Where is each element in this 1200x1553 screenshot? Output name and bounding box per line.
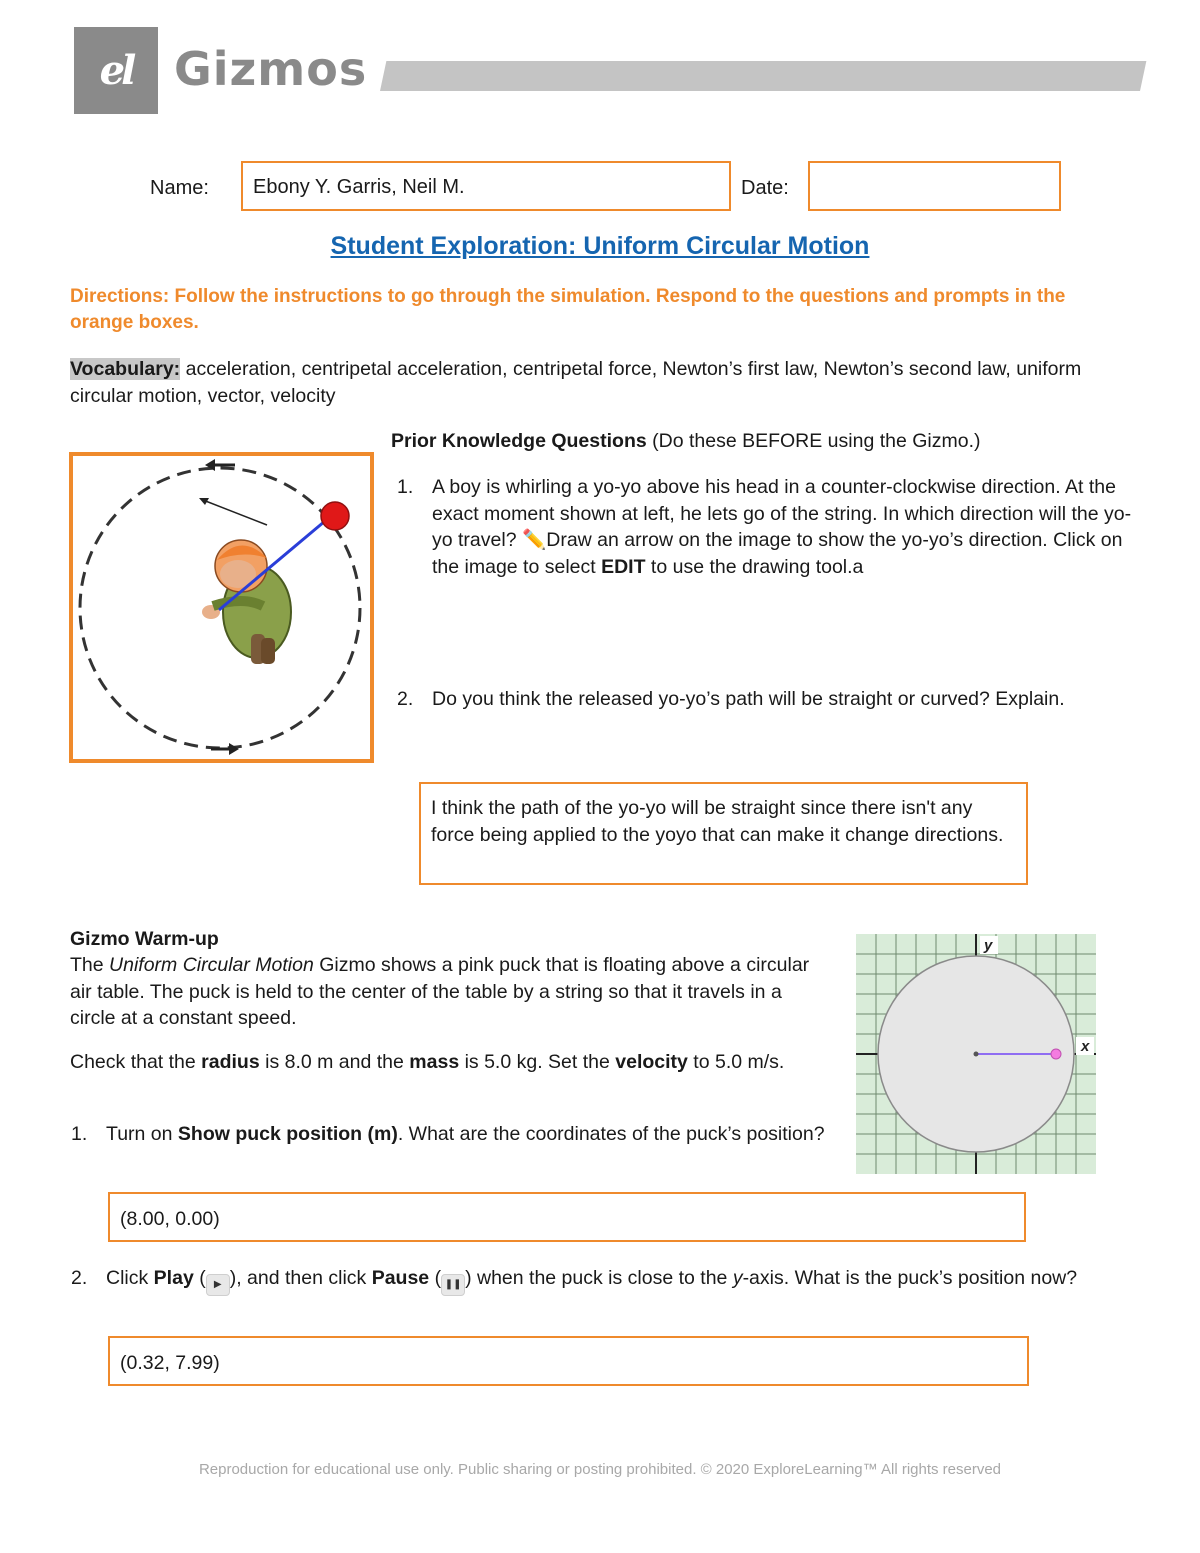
- vocabulary-label: Vocabulary:: [70, 358, 181, 380]
- question-text: Click: [106, 1267, 154, 1289]
- pause-keyword: Pause: [371, 1267, 430, 1289]
- answer-box-warmup-1[interactable]: [108, 1192, 1026, 1242]
- question-text: . What are the coordinates of the puck’s position?: [397, 1123, 825, 1145]
- directions-text: Directions: Follow the instructions to go through the simulation. Respond to the questions and prompts in the orange boxes.: [70, 286, 1066, 333]
- text: is 5.0 kg. Set the: [459, 1051, 616, 1073]
- footer-copyright: Reproduction for educational use only. Public sharing or posting prohibited. © 2020 ExploreLearning™ All rights reserved: [198, 1461, 1002, 1478]
- answer-box-warmup-2[interactable]: [108, 1336, 1029, 1386]
- date-value: [810, 163, 1059, 189]
- text: The: [70, 954, 110, 976]
- gizmo-name: Uniform Circular Motion: [109, 954, 314, 976]
- yoyo-ball-icon: [321, 502, 349, 530]
- warmup-paragraph-1: [70, 952, 830, 1032]
- text: to 5.0 m/s.: [687, 1051, 785, 1073]
- question-text: (: [193, 1267, 206, 1289]
- question-text: to use the drawing tool.a: [645, 555, 864, 578]
- show-puck-position-keyword: Show puck position (m): [177, 1123, 398, 1145]
- velocity-keyword: velocity: [615, 1051, 688, 1073]
- air-table-svg: [856, 934, 1096, 1174]
- warmup-title: Gizmo Warm-up: [70, 928, 219, 950]
- play-keyword: Play: [153, 1267, 194, 1289]
- question-number: 1.: [71, 1123, 88, 1145]
- pause-button-icon: ❚❚: [441, 1274, 465, 1296]
- text: Gizmo shows a pink puck that is floating above a circular air table. The puck is held to the center of the table by a string so that it travels in a circle at a constant speed.: [70, 954, 810, 1029]
- arrow-bottom-icon: [211, 743, 239, 755]
- yoyo-image[interactable]: [69, 452, 374, 763]
- text: is 8.0 m and the: [259, 1051, 410, 1073]
- question-text: Turn on: [106, 1123, 178, 1145]
- question-text: A boy is whirling a yo-yo above his head in a counter-clockwise direction. At the exact moment shown at left, he lets go of the string. In which direction will the yo-yo travel?: [432, 476, 1132, 551]
- y-axis-label: y: [984, 937, 993, 954]
- question-text: -axis. What is the puck’s position now?: [742, 1267, 1078, 1289]
- gizmos-brand: Gizmos: [174, 42, 368, 96]
- name-label: Name:: [150, 177, 209, 199]
- prior-knowledge-title: Prior Knowledge Questions: [391, 430, 647, 452]
- answer-box-prior-2[interactable]: [419, 782, 1028, 885]
- play-button-icon: ▶: [206, 1274, 230, 1296]
- text: Check that the: [70, 1051, 202, 1073]
- question-number: 1.: [397, 476, 414, 498]
- question-text: ) when the puck is close to the: [465, 1267, 733, 1289]
- radius-keyword: radius: [201, 1051, 260, 1073]
- question-number: 2.: [71, 1267, 88, 1289]
- prior-knowledge-heading: [391, 428, 1151, 455]
- answer-text: (8.00, 0.00): [120, 1208, 220, 1230]
- date-label: Date:: [741, 177, 789, 199]
- boy-figure-icon: [202, 540, 291, 664]
- answer-text: (0.32, 7.99): [120, 1352, 220, 1374]
- vocabulary: [70, 356, 1140, 409]
- puck-icon: [1051, 1049, 1061, 1059]
- date-field[interactable]: [808, 161, 1061, 211]
- header-bar: [380, 61, 1146, 91]
- logo-glyph: el: [99, 47, 133, 94]
- prior-knowledge-note: (Do these BEFORE using the Gizmo.): [646, 430, 981, 452]
- gizmo-air-table-diagram: [856, 934, 1096, 1174]
- y-axis-mention: y: [732, 1267, 743, 1289]
- mass-keyword: mass: [409, 1051, 460, 1073]
- question-number: 2.: [397, 688, 414, 710]
- answer-text: I think the path of the yo-yo will be straight since there isn't any force being applied to the yoyo that can make it change directions.: [431, 797, 1004, 846]
- x-axis-label: x: [1081, 1038, 1090, 1055]
- edit-keyword: EDIT: [601, 555, 646, 578]
- pencil-icon: ✏️: [521, 529, 547, 551]
- warmup-paragraph-2: [70, 1049, 830, 1076]
- question-text: (: [429, 1267, 442, 1289]
- name-field[interactable]: [241, 161, 731, 211]
- vocabulary-terms: acceleration, centripetal acceleration, centripetal force, Newton’s first law, Newton’s second law, uniform circular motion, vector, velocity: [70, 358, 1082, 407]
- yoyo-illustration: [73, 456, 370, 759]
- question-text: Draw an arrow on the image to show the yo-yo’s direction. Click on the image to select: [432, 529, 1123, 578]
- warmup-heading: [70, 926, 219, 953]
- drawn-arrow-icon: [199, 498, 267, 525]
- table-center: [974, 1052, 979, 1057]
- question-text: ), and then click: [229, 1267, 372, 1289]
- explorelearning-logo: [74, 27, 158, 114]
- name-value: Ebony Y. Garris, Neil M.: [253, 176, 465, 198]
- page-title: Student Exploration: Uniform Circular Motion: [330, 232, 870, 260]
- question-text: Do you think the released yo-yo’s path will be straight or curved? Explain.: [432, 688, 1065, 710]
